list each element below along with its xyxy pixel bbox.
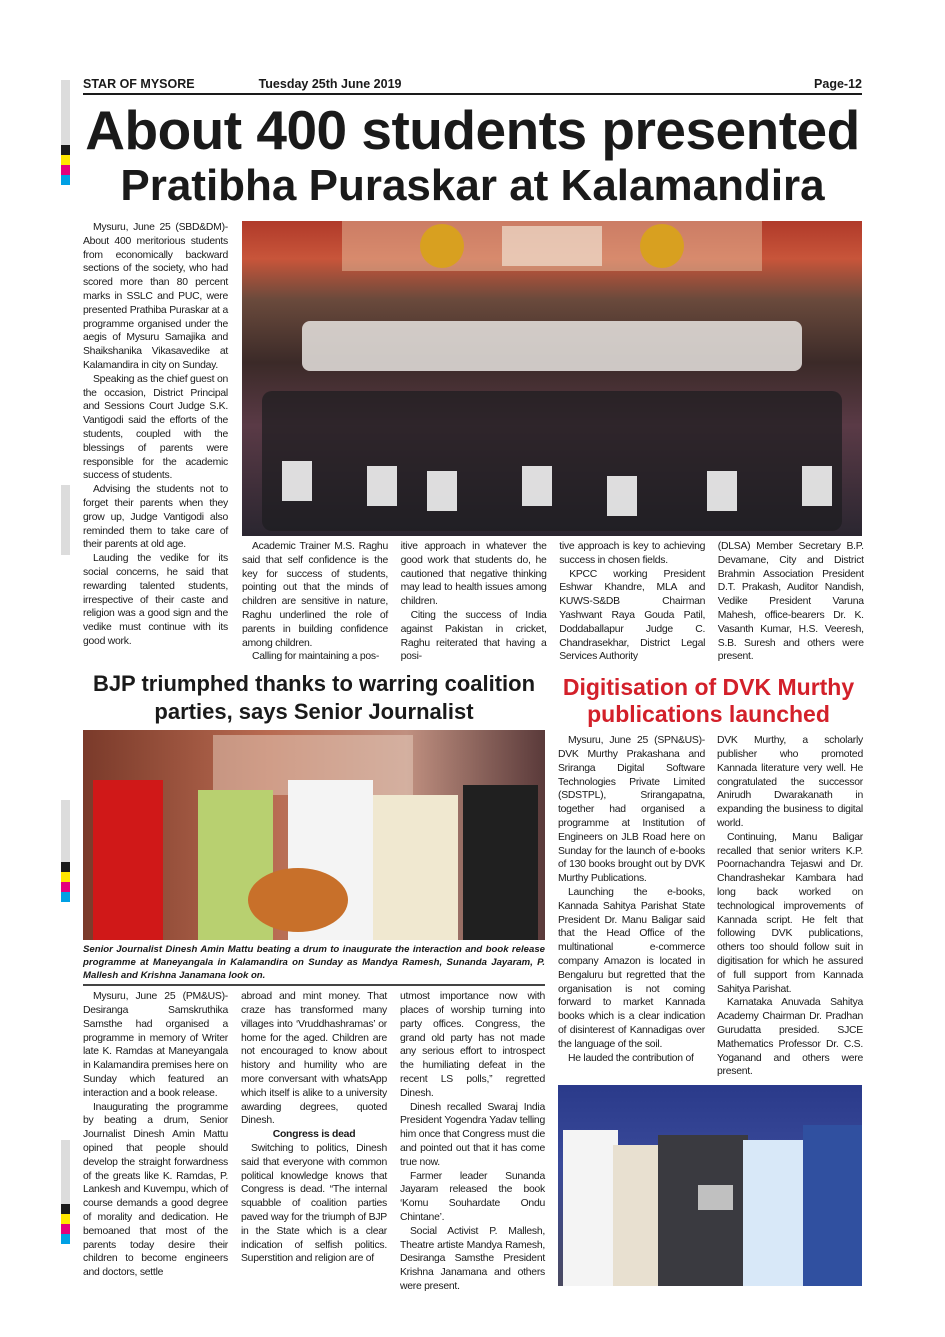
paragraph: tive approach is key to achieving success in chosen fields.	[559, 541, 706, 566]
paragraph: Academic Trainer M.S. Raghu said that self confidence is the key for success of students, pointing out that the minds of children are sensitive in nature, Raghu underlined the role of parents in building confidence among children.	[242, 541, 388, 649]
paragraph: Inaugurating the programme by beating a drum, Senior Journalist Dinesh Amin Mattu opined that people should develop the straight forwardness of the greats like K. Ramdas, P. Lankesh and Kuvempu, which of course demands a good degree of morality and dedication. He bemoaned that most of the parents today desire their children to become engineers and doctors, settle	[83, 1101, 228, 1279]
story2-headline	[83, 670, 545, 726]
story2-columns	[83, 990, 545, 1294]
headline-line-1: About 400 students presented	[85, 99, 860, 161]
story3-columns	[555, 734, 862, 1079]
paragraph: (DLSA) Member Secretary B.P. Devamane, City and District Brahmin Association President D.T. Prakash, Auditor Nandish, Vedike President Varuna Mahesh, office-bearers Dr. K. Vasanth Kumar, H.S. Veeresh, S.B. Suresh and others were present.	[717, 541, 864, 663]
paragraph: Mysuru, June 25 (PM&US)- Desiranga Samskruthika Samsthe had organised a programme in memory of Writer late K. Ramdas at Maneyangala in Kalamandira premises here on Sunday which featured an interaction and a book release.	[83, 991, 228, 1099]
photo-illustration	[558, 1085, 862, 1286]
story1	[83, 221, 862, 664]
headline-line-1: Digitisation of DVK Murthy	[562, 674, 855, 701]
paragraph: Social Activist P. Mallesh, Theatre artiste Mandya Ramesh, Desiranga Samsthe President Krishna Janamana and others were present.	[400, 1225, 545, 1292]
registration-mark	[61, 485, 70, 555]
page-number: Page-12	[814, 77, 862, 91]
caption-rule	[83, 984, 545, 986]
story1-right	[242, 221, 862, 664]
paragraph: Continuing, Manu Baligar recalled that senior writers K.P. Poornachandra Tejaswi and Dr. Chandrashekar Kambara had long back worked on technological improvements of Kannada script. He felt that following DVK publications, others too should follow suit in digitisation for which he assured of full support from Kannada Sahitya Parishat.	[717, 831, 863, 995]
drum-inauguration-photo	[83, 730, 545, 940]
registration-mark	[61, 80, 70, 185]
story2-column-1	[83, 990, 228, 1294]
story3-headline	[555, 674, 862, 728]
story1-lower-columns	[242, 540, 862, 664]
paragraph: itive approach in whatever the good work that students do, he cautioned that negative thinking may lead to health issues among children.	[400, 541, 547, 608]
paragraph: Dinesh recalled Swaraj India President Yogendra Yadav telling him once that Congress must die and pointed out that it has come true now.	[400, 1101, 545, 1168]
paragraph: Lauding the vedike for its social concerns, he said that rewarding talented students, irrespective of their caste and religion was a good sign and the vedike must continue with its good work.	[83, 553, 228, 647]
story2-column-2	[241, 990, 387, 1294]
ebook-launch-photo	[558, 1085, 862, 1286]
award-ceremony-photo	[242, 221, 862, 536]
story3-column-1	[558, 734, 705, 1079]
headline-line-1: BJP triumphed thanks to warring coalition	[92, 671, 536, 697]
story2-column-3	[400, 990, 545, 1294]
paragraph: KPCC working President Eshwar Khandre, MLA and KUWS-S&DB Chairman Yashwant Raya Gouda Patil, Doddaballapur Judge C. Chandrasekhar, District Legal Services Authority	[559, 568, 706, 663]
paragraph: utmost importance now with places of worship turning into party offices. Congress, the grand old party has not made any serious effort to introspect the humiliating defeat in the recent LS polls,” regretted Dinesh.	[400, 991, 545, 1099]
story3-column-2	[717, 734, 863, 1079]
paragraph: Mysuru, June 25 (SPN&US)- DVK Murthy Prakashana and Sriranga Digital Software Technologies Private Limited (SDSTPL), Srirangapatna, together had organised a programme at Institution of Engineers on JLB Road here on Sunday for the launch of e-books of 130 books brought out by DVK Murthy Publications.	[558, 735, 705, 885]
paragraph: Mysuru, June 25 (SBD&DM)- About 400 meritorious students from economically backward sections of the society, who had scored more than 80 percent marks in SSLC and PUC, were presented Prathiba Puraskar at a programme organised under the aegis of Mysuru Samajika and Shaikshanika Vikasavedike at Kalamandira in city on Sunday.	[83, 222, 228, 371]
masthead: STAR OF MYSORE	[83, 77, 195, 91]
story1-column-5	[718, 540, 864, 664]
paragraph: DVK Murthy, a scholarly publisher who promoted Kannada literature very well. He congratulated the successor Anirudh Dwarakanath in expanding the business to digital world.	[717, 735, 863, 829]
story1-column-3	[401, 540, 547, 664]
paragraph: Karnataka Anuvada Sahitya Academy Chairman Dr. Pradhan Gurudatta presided. SJCE Mathematics Professor Dr. C.S. Yoganand and others were present.	[717, 997, 863, 1078]
paragraph: Launching the e-books, Kannada Sahitya Parishat State President Dr. Manu Baligar said that the Head Office of the multinational e-commerce company Amazon is located in Bengaluru but regretted that the organisation is not coming forward to market Kannada books which is a clear indication of disinterest of Kannadigas over the language of the soil.	[558, 886, 705, 1050]
paragraph: He lauded the contribution of	[568, 1052, 694, 1064]
story1-column-4	[559, 540, 705, 664]
lower-band	[83, 670, 862, 1294]
newspaper-page	[83, 76, 862, 1294]
paragraph: Advising the students not to forget their parents when they grow up, Judge Vantigodi also reminded them to take care of their parents at old age.	[83, 484, 228, 551]
page-header	[83, 76, 862, 95]
issue-date: Tuesday 25th June 2019	[258, 77, 402, 91]
story1-column-2	[242, 540, 388, 664]
paragraph: Citing the success of India against Pakistan in cricket, Raghu reiterated that having a posi-	[400, 609, 547, 663]
registration-mark	[61, 1140, 70, 1244]
headline-line-2: publications launched	[587, 701, 830, 728]
photo-illustration	[83, 730, 545, 940]
registration-mark	[61, 800, 70, 902]
photo-caption: Senior Journalist Dinesh Amin Mattu beating a drum to inaugurate the interaction and book release programme at Maneyangala in Kalamandira on Sunday as Mandya Ramesh, Sunanda Jayaram, P. Mallesh and Krishna Janamana look on.	[83, 944, 545, 982]
photo-illustration	[242, 221, 862, 536]
paragraph: abroad and mint money. That craze has transformed many villages into ‘Vruddhashramas’ or home for the aged. Children are not encouraged to know about history and humility who are more conversant with whatsApp which itself is alike to a university awarding degrees, quoted Dinesh.	[241, 991, 387, 1127]
paragraph: Speaking as the chief guest on the occasion, District Principal and Sessions Court Judge S.K. Vantigodi said the efforts of the students, coupled with the blessings of parents were responsible for the academic success of students.	[83, 373, 228, 482]
story2	[83, 670, 545, 1294]
headline-line-2: parties, says Senior Journalist	[154, 699, 474, 725]
subheading: Congress is dead	[272, 1129, 356, 1141]
story3	[555, 670, 862, 1294]
paragraph: Calling for maintaining a pos-	[252, 651, 380, 663]
headline-line-2: Pratibha Puraskar at Kalamandira	[120, 161, 825, 210]
story1-column-1	[83, 221, 228, 664]
paragraph: Farmer leader Sunanda Jayaram released the book ‘Komu Souhardate Ondu Chintane’.	[400, 1170, 545, 1223]
paragraph: Switching to politics, Dinesh said that everyone with common political knowledge knows that Congress is dead. “The internal squabble of coalition parties paved way for the triumph of BJP in the State which is a clear indication of selfish politics. Superstition and religion are of	[241, 1142, 387, 1265]
